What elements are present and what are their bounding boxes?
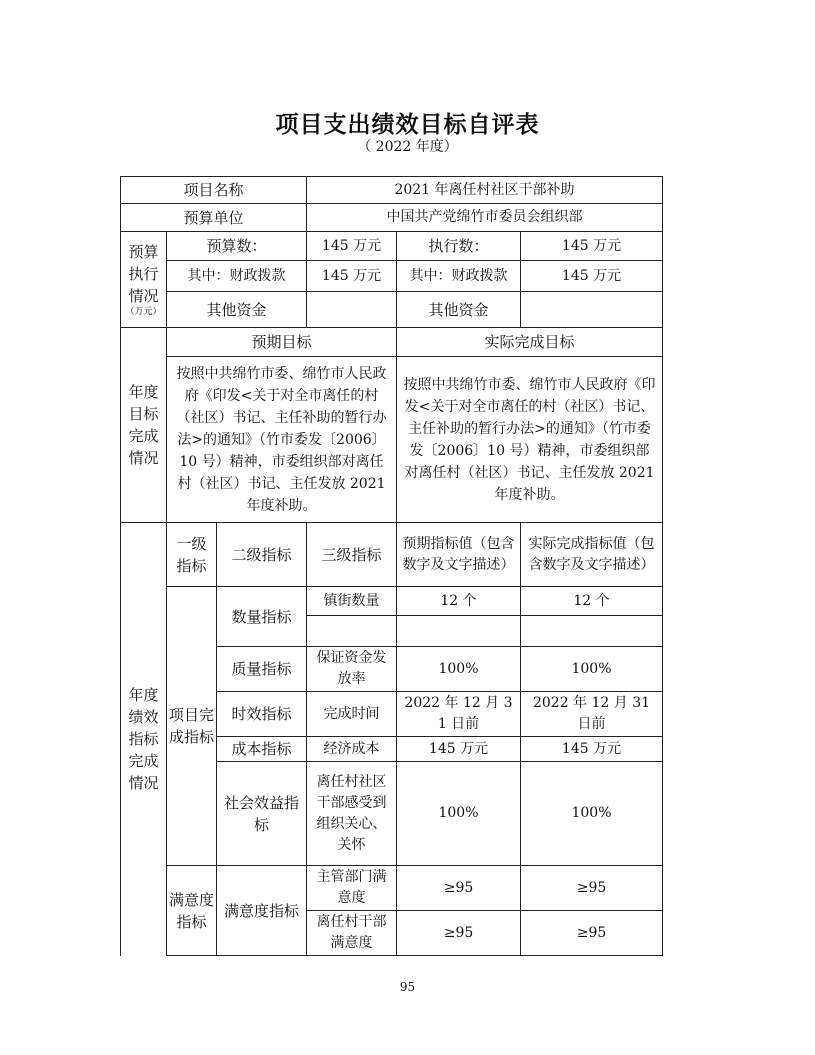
fiscal-exec-value: 145 万元 bbox=[521, 261, 663, 292]
year-subtitle: （ 2022 年度） bbox=[357, 139, 458, 155]
header-expected: 预期指标值（包含数字及文字描述） bbox=[397, 523, 521, 587]
exec-amount-value: 145 万元 bbox=[521, 232, 663, 261]
expected-goal-header: 预期目标 bbox=[167, 328, 397, 357]
social-actual: 100% bbox=[521, 762, 663, 866]
exec-amount-label: 执行数： bbox=[397, 232, 521, 261]
page-title: 项目支出绩效目标自评表 bbox=[275, 112, 540, 138]
time-actual: 2022 年 12 月 31 日前 bbox=[521, 692, 663, 737]
sat-expected-2: ≥95 bbox=[397, 911, 521, 956]
cost-expected: 145 万元 bbox=[397, 737, 521, 762]
quantity-expected: 12 个 bbox=[397, 587, 521, 616]
header-actual: 实际完成指标值（包含数字及文字描述） bbox=[521, 523, 663, 587]
sat-expected-1: ≥95 bbox=[397, 866, 521, 911]
quality-label: 质量指标 bbox=[217, 647, 307, 692]
quantity-item: 镇街数量 bbox=[307, 587, 397, 616]
quantity-actual: 12 个 bbox=[521, 587, 663, 616]
fiscal-budget-value: 145 万元 bbox=[307, 261, 397, 292]
cost-item: 经济成本 bbox=[307, 737, 397, 762]
sat-item-1: 主管部门满意度 bbox=[307, 866, 397, 911]
header-level1: 一级指标 bbox=[167, 523, 217, 587]
header-level2: 二级指标 bbox=[217, 523, 307, 587]
satisfaction-sub-label: 满意度指标 bbox=[217, 866, 307, 956]
budget-exec-label-text: 预算执行情况 bbox=[128, 243, 159, 305]
budget-unit-label: 预算单位 bbox=[121, 204, 307, 232]
quality-item: 保证资金发放率 bbox=[307, 647, 397, 692]
other-funds-exec-label: 其他资金 bbox=[397, 292, 521, 328]
header-level3: 三级指标 bbox=[307, 523, 397, 587]
budget-exec-label bbox=[121, 232, 167, 328]
time-label: 时效指标 bbox=[217, 692, 307, 737]
sat-actual-1: ≥95 bbox=[521, 866, 663, 911]
quality-expected: 100% bbox=[397, 647, 521, 692]
project-completion-label: 项目完成指标 bbox=[167, 587, 217, 866]
budget-unit-value: 中国共产党绵竹市委员会组织部 bbox=[307, 204, 663, 232]
quality-actual: 100% bbox=[521, 647, 663, 692]
budget-amount-value: 145 万元 bbox=[307, 232, 397, 261]
quantity-actual-empty bbox=[521, 616, 663, 647]
social-label: 社会效益指标 bbox=[217, 762, 307, 866]
cost-actual: 145 万元 bbox=[521, 737, 663, 762]
budget-exec-unit: （万元） bbox=[125, 307, 162, 317]
time-expected: 2022 年 12 月 31 日前 bbox=[397, 692, 521, 737]
page-number: 95 bbox=[399, 980, 416, 994]
quantity-item-empty bbox=[307, 616, 397, 647]
sat-actual-2: ≥95 bbox=[521, 911, 663, 956]
self-evaluation-table bbox=[120, 176, 663, 956]
annual-goal-label: 年度目标完成情况 bbox=[121, 328, 167, 523]
actual-goal-header: 实际完成目标 bbox=[397, 328, 663, 357]
other-funds-budget-value bbox=[307, 292, 397, 328]
quantity-label: 数量指标 bbox=[217, 587, 307, 647]
quantity-expected-empty bbox=[397, 616, 521, 647]
time-item: 完成时间 bbox=[307, 692, 397, 737]
social-expected: 100% bbox=[397, 762, 521, 866]
satisfaction-label: 满意度指标 bbox=[167, 866, 217, 956]
fiscal-budget-label: 其中：财政拨款 bbox=[167, 261, 307, 292]
actual-goal-text: 按照中共绵竹市委、绵竹市人民政府《印发<关于对全市离任的村（社区）书记、主任补助的暂行办法>的通知》（竹市委发〔2006〕10 号）精神，市委组织部对离任村（社区）书记、主任发放 2021 年度补助。 bbox=[397, 357, 663, 523]
budget-amount-label: 预算数： bbox=[167, 232, 307, 261]
project-name-value: 2021 年离任村社区干部补助 bbox=[307, 177, 663, 204]
expected-goal-text: 按照中共绵竹市委、绵竹市人民政府《印发<关于对全市离任的村（社区）书记、主任补助的暂行办法>的通知》（竹市委发〔2006〕10 号）精神，市委组织部对离任村（社区）书记、主任发放 2021 年度补助。 bbox=[167, 357, 397, 523]
fiscal-exec-label: 其中：财政拨款 bbox=[397, 261, 521, 292]
cost-label: 成本指标 bbox=[217, 737, 307, 762]
social-item: 离任村社区干部感受到组织关心、关怀 bbox=[307, 762, 397, 866]
sat-item-2: 离任村干部满意度 bbox=[307, 911, 397, 956]
perf-label: 年度绩效指标完成情况 bbox=[121, 523, 167, 956]
other-funds-exec-value bbox=[521, 292, 663, 328]
project-name-label: 项目名称 bbox=[121, 177, 307, 204]
other-funds-budget-label: 其他资金 bbox=[167, 292, 307, 328]
